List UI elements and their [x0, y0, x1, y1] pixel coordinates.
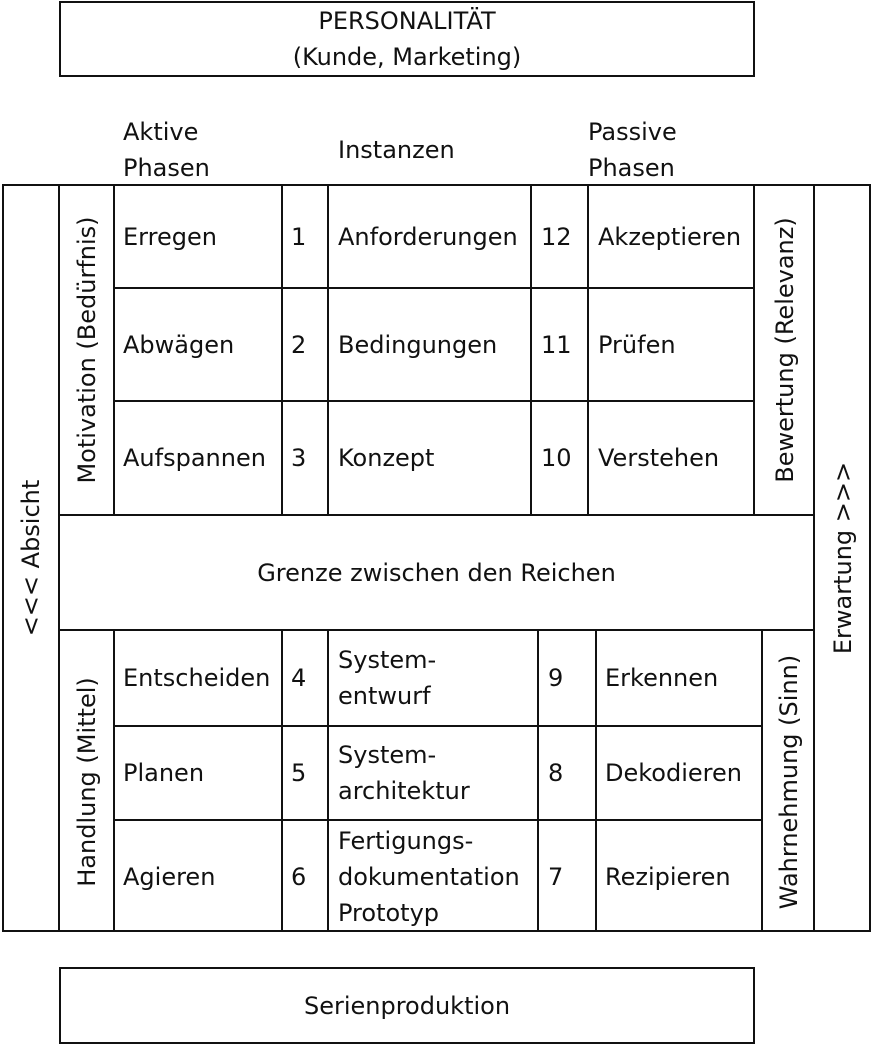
- lower-col-line-6: [761, 629, 763, 932]
- instance-cell: Bedingungen: [338, 330, 498, 359]
- passive-phase-cell: Akzeptieren: [598, 222, 742, 251]
- active-phase-cell: Planen: [123, 759, 205, 787]
- series-production-box: [59, 967, 755, 1044]
- number-right-cell: 9: [548, 664, 564, 692]
- instance-cell: System- architektur: [338, 741, 470, 805]
- number-right-cell: 11: [541, 330, 572, 359]
- upper-col-line-2: [281, 184, 283, 516]
- number-right-cell: 12: [541, 222, 572, 251]
- number-right-cell: 10: [541, 444, 572, 472]
- active-phase-cell: Entscheiden: [123, 664, 271, 692]
- passive-phase-cell: Erkennen: [605, 664, 719, 692]
- lower-col-line-4: [537, 629, 539, 932]
- active-phase-cell: Erregen: [123, 222, 217, 251]
- number-left-cell: 6: [291, 862, 307, 891]
- passive-phase-cell: Dekodieren: [605, 759, 742, 787]
- lower-col-line-2: [281, 629, 283, 932]
- realm-boundary-label: Grenze zwischen den Reichen: [257, 558, 616, 587]
- upper-col-line-6: [753, 184, 755, 516]
- upper-col-line-4: [530, 184, 532, 516]
- series-production-label: Serienproduktion: [303, 991, 511, 1020]
- instance-cell: Anforderungen: [338, 222, 518, 251]
- lower-col-line-3: [327, 629, 329, 932]
- header-instances: Instanzen: [338, 136, 455, 164]
- number-left-cell: 1: [291, 222, 307, 251]
- passive-phase-cell: Verstehen: [598, 444, 720, 472]
- active-phase-cell: Abwägen: [123, 330, 235, 359]
- personality-subtitle: (Kunde, Marketing): [292, 43, 522, 71]
- header-passive-phases: Passive Phasen: [588, 118, 677, 182]
- passive-phase-cell: Rezipieren: [605, 862, 731, 891]
- evaluation-label: Bewertung (Relevanz): [771, 217, 799, 483]
- upper-col-line-5: [587, 184, 589, 516]
- number-left-cell: 5: [291, 759, 307, 787]
- number-left-cell: 2: [291, 330, 307, 359]
- lower-col-line-1: [113, 629, 115, 932]
- intention-label: <<< Absicht: [17, 479, 45, 637]
- number-left-cell: 3: [291, 444, 307, 472]
- active-phase-cell: Aufspannen: [123, 444, 266, 472]
- number-right-cell: 7: [548, 862, 564, 891]
- instance-cell: Fertigungs- dokumentation Prototyp: [338, 826, 520, 927]
- upper-col-line-3: [327, 184, 329, 516]
- active-phase-cell: Agieren: [123, 862, 216, 891]
- personality-box: [59, 1, 755, 77]
- header-active-phases: Aktive Phasen: [123, 118, 210, 182]
- action-label: Handlung (Mittel): [73, 677, 101, 887]
- instance-cell: System- entwurf: [338, 646, 437, 710]
- instance-cell: Konzept: [338, 444, 435, 472]
- personality-title: PERSONALITÄT: [318, 7, 496, 35]
- passive-phase-cell: Prüfen: [598, 330, 676, 359]
- upper-col-line-1: [113, 184, 115, 516]
- expectation-label: Erwartung >>>: [829, 461, 857, 655]
- number-right-cell: 8: [548, 759, 564, 787]
- number-left-cell: 4: [291, 664, 307, 692]
- right-outer-divider: [813, 184, 815, 932]
- perception-label: Wahrnehmung (Sinn): [775, 654, 803, 910]
- lower-col-line-5: [595, 629, 597, 932]
- motivation-label: Motivation (Bedürfnis): [73, 216, 101, 484]
